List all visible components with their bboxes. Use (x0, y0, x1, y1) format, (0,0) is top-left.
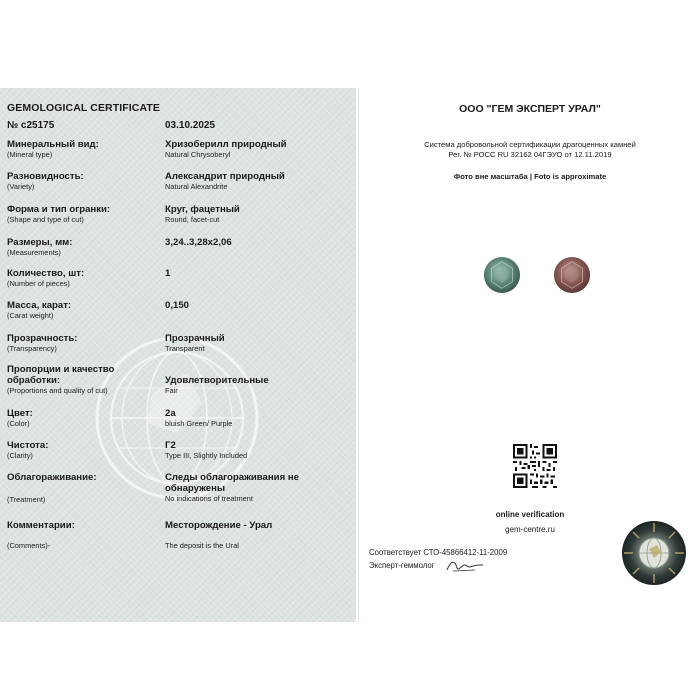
gem-photo-daylight (483, 256, 521, 294)
label-en: (Number of pieces) (7, 279, 70, 288)
label-en: (Transparency) (7, 344, 57, 353)
label-ru: Разновидность: (7, 171, 84, 182)
value-ru: 3,24..3,28х2,06 (165, 237, 232, 248)
value-ru: Хризоберилл природный (165, 139, 287, 150)
label-ru: Прозрачность: (7, 333, 78, 344)
certificate-title: GEMOLOGICAL CERTIFICATE (7, 102, 160, 114)
label-ru: Облагораживание: (7, 472, 97, 483)
label-ru: Размеры, мм: (7, 237, 73, 248)
label-en: (Measurements) (7, 248, 61, 257)
value-ru: Удовлетворительные (165, 375, 269, 386)
label-en: (Mineral type) (7, 150, 53, 159)
value-en: Type III, Slightly Included (165, 451, 248, 460)
label-en: (Proportions and quality of cut) (7, 386, 108, 395)
value-ru: 2а (165, 408, 176, 419)
value-ru: Прозрачный (165, 333, 225, 344)
value-ru: Александрит природный (165, 171, 285, 182)
label-ru-line2: обработки: (7, 375, 61, 386)
label-en: (Carat weight) (7, 311, 54, 320)
label-en: (Comments)- (7, 541, 51, 550)
value-en: Fair (165, 386, 178, 395)
signature-icon (445, 558, 485, 574)
photo-note: Фото вне масштаба | Foto is approximate (453, 172, 607, 181)
label-en: (Treatment) (7, 495, 46, 504)
label-ru: Масса, карат: (7, 300, 72, 311)
standard-compliance: Соответствует СТО-45866412-11-2009 (369, 548, 508, 557)
gem-photo-incandescent (553, 256, 591, 294)
gem-purple-icon (553, 256, 591, 294)
value-ru: 0,150 (165, 300, 190, 311)
label-ru: Форма и тип огранки: (7, 204, 111, 215)
website-link[interactable]: gem-centre.ru (505, 525, 555, 534)
value-en: bluish Green/ Purple (165, 419, 233, 428)
label-en: (Color) (7, 419, 30, 428)
value-ru: Следы облагораживания не (165, 472, 299, 483)
value-en: Natural Alexandrite (165, 182, 228, 191)
gem-green-icon (483, 256, 521, 294)
label-ru: Пропорции и качество (7, 364, 115, 375)
company-name: ООО "ГЕМ ЭКСПЕРТ УРАЛ" (459, 103, 601, 115)
label-ru: Минеральный вид: (7, 139, 99, 150)
value-en: Natural Chrysoberyl (165, 150, 231, 159)
certificate-left-panel (0, 88, 356, 622)
label-ru: Чистота: (7, 440, 49, 451)
label-en: (Variety) (7, 182, 35, 191)
certificate-right-panel (358, 88, 700, 622)
label-en: (Shape and type of cut) (7, 215, 84, 224)
system-line-1: Система добровольной сертификации драгоценных камней (424, 140, 636, 149)
label-ru: Количество, шт: (7, 268, 85, 279)
qr-code-icon[interactable] (513, 444, 557, 488)
value-en: No indications of treatment (165, 494, 253, 503)
value-en: Transparent (165, 344, 205, 353)
value-en: The deposit is the Ural (165, 541, 239, 550)
value-en: Round, facet-cut (165, 215, 220, 224)
value-ru-line2: обнаружены (165, 483, 226, 494)
value-ru: Месторождение - Урал (165, 520, 273, 531)
hologram-seal-icon (621, 520, 687, 586)
certification-system (359, 140, 700, 160)
system-line-2: Рег. № РОСС RU 32162 04ГЭУО от 12.11.2019 (448, 150, 612, 159)
value-ru: 1 (165, 268, 171, 279)
label-ru: Комментарии: (7, 520, 75, 531)
label-ru: Цвет: (7, 408, 33, 419)
value-ru: Г2 (165, 440, 176, 451)
certificate-number: № c25175 (7, 120, 55, 131)
value-ru: Круг, фацетный (165, 204, 240, 215)
online-verification-label: online verification (495, 510, 565, 519)
expert-gemologist-label: Эксперт-геммолог (369, 561, 435, 570)
certificate-date: 03.10.2025 (165, 120, 216, 131)
label-en: (Clarity) (7, 451, 33, 460)
